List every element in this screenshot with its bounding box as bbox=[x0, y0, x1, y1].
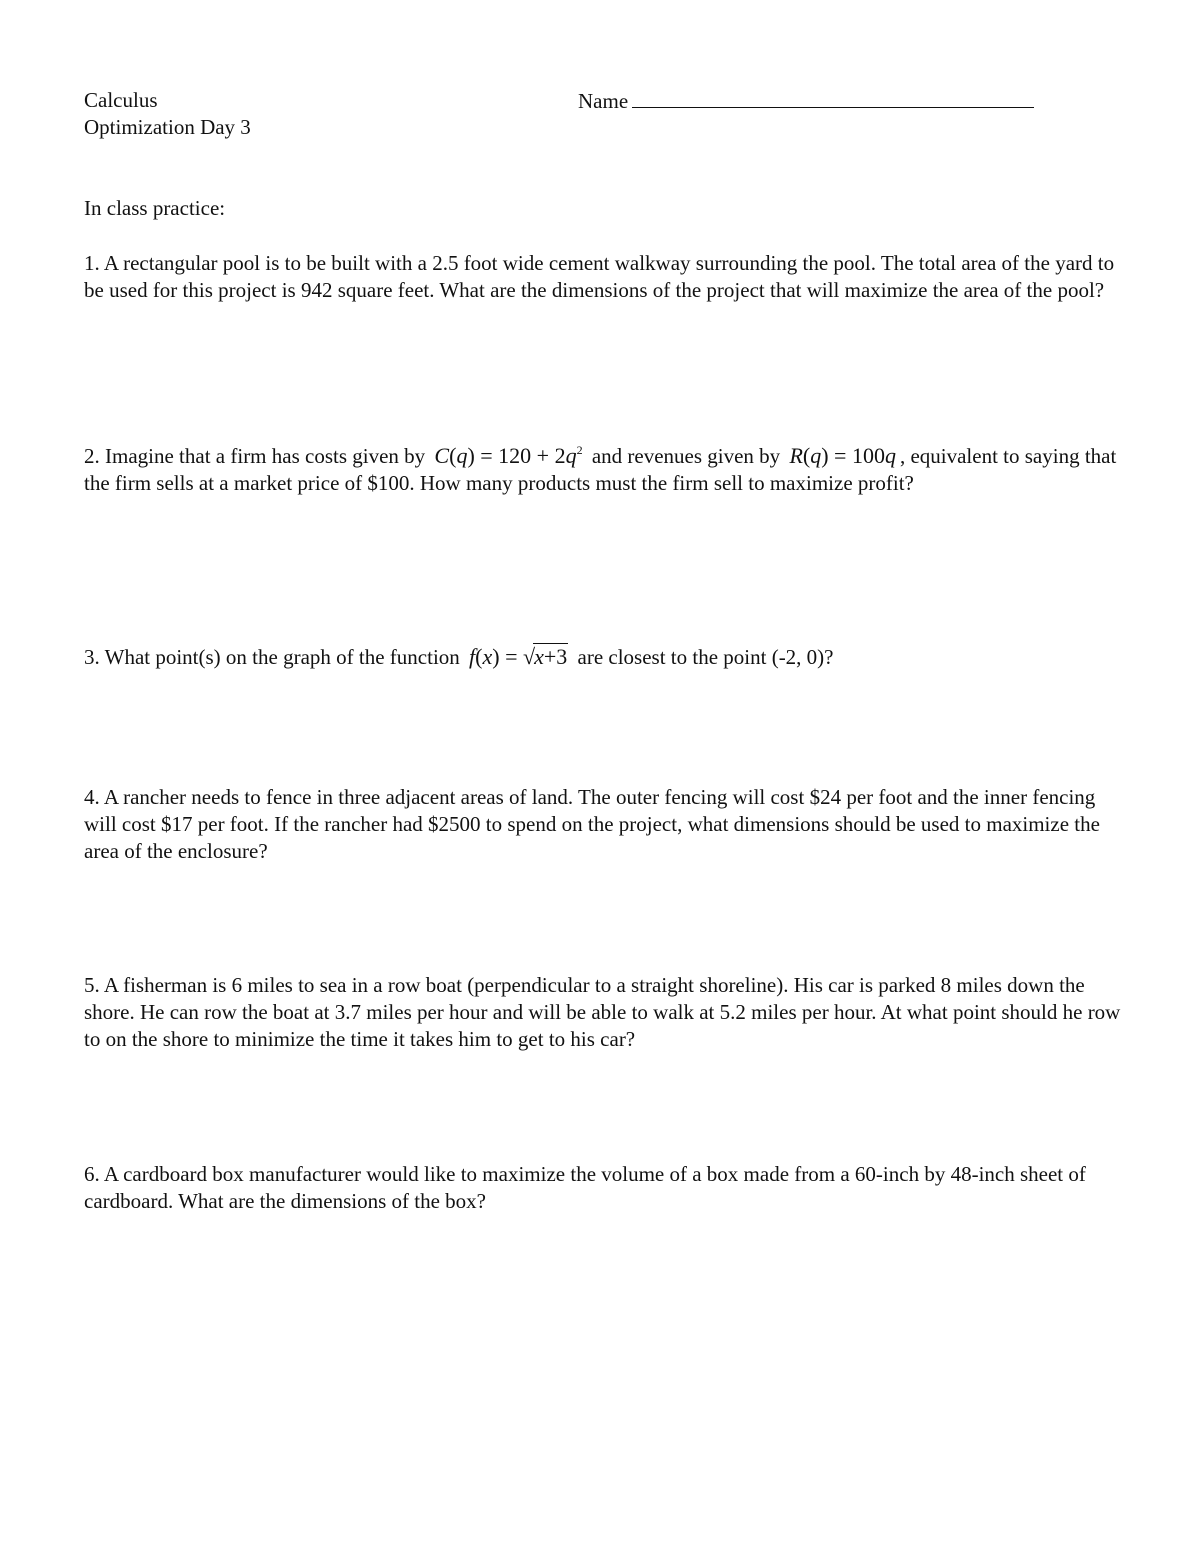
problem-3 bbox=[84, 643, 1124, 671]
name-blank-line[interactable] bbox=[632, 87, 1034, 108]
name-field[interactable] bbox=[578, 87, 1034, 115]
problem-1: 1. A rectangular pool is to be built with a 2.5 foot wide cement walkway surrounding the pool. The total area of the yard to be used for this project is 942 square feet. What are the dimensions of the project that will maximize the area of the pool? bbox=[84, 251, 1115, 302]
course-title: Calculus bbox=[84, 88, 158, 112]
revenue-function-formula: R(q) = 100q bbox=[789, 443, 896, 468]
cost-function-formula: $C(q) = 120 + 2q^2$ bbox=[434, 443, 583, 468]
problem-2-text-after: , equivalent to saying that the firm sells at a market price of $100. How many products must the firm sell to maximize profit? bbox=[84, 444, 1117, 495]
problem-5: 5. A fisherman is 6 miles to sea in a row boat (perpendicular to a straight shoreline). His car is parked 8 miles down the shore. He can row the boat at 3.7 miles per hour and will be able to walk at 5.2 miles per hour. At what point should he row to on the shore to minimize the time it takes him to get to his car? bbox=[84, 973, 1121, 1051]
problem-3-text-before: 3. What point(s) on the graph of the function bbox=[84, 645, 460, 669]
problem-3-text-after: are closest to the point (-2, 0)? bbox=[577, 645, 834, 669]
square-root-icon: √ bbox=[522, 644, 536, 669]
problem-2-text-middle: and revenues given by bbox=[591, 444, 781, 468]
unit-title: Optimization Day 3 bbox=[84, 115, 251, 139]
section-heading: In class practice: bbox=[84, 196, 226, 220]
problem-2-text-before: 2. Imagine that a firm has costs given by bbox=[84, 444, 426, 468]
name-label: Name bbox=[578, 89, 629, 113]
problem-4: 4. A rancher needs to fence in three adjacent areas of land. The outer fencing will cost $24 per foot and the inner fencing will cost $17 per foot. If the rancher had $2500 to spend on the project, what dimensions should be used to maximize the area of the enclosure? bbox=[84, 785, 1100, 863]
function-formula: f(x) = √x+3 bbox=[469, 644, 568, 669]
problem-2 bbox=[84, 442, 1124, 497]
problem-6: 6. A cardboard box manufacturer would like to maximize the volume of a box made from a 60-inch by 48-inch sheet of cardboard. What are the dimensions of the box? bbox=[84, 1162, 1086, 1213]
